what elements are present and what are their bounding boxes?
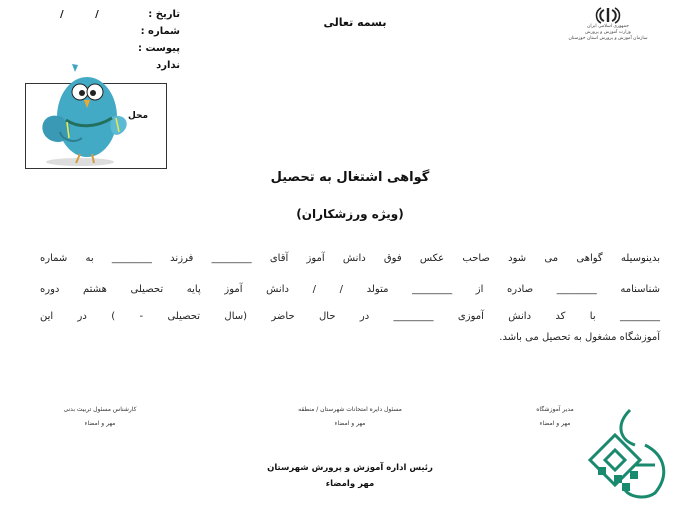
signature-stamp: مهر و امضاء — [334, 420, 366, 427]
date-row — [60, 6, 180, 23]
signature-title: مدیر آموزشگاه — [536, 406, 574, 413]
footer-stamp: مهر وامضاء — [325, 479, 375, 489]
date-label: تاریخ : — [148, 9, 180, 20]
attachment-label: پیوست : ندارد — [137, 43, 180, 71]
document-title: گواهی اشتغال به تحصیل — [270, 170, 430, 185]
signature-stamp: مهر و امضاء — [539, 420, 571, 427]
number-label: شماره : — [140, 26, 180, 37]
footer-signature — [200, 460, 500, 492]
signature-pe — [20, 403, 180, 431]
emblem-line-3: سازمان آموزش و پرورش استان خوزستان — [568, 36, 648, 41]
signature-stamp: مهر و امضاء — [84, 420, 116, 427]
signature-title: کارشناس مسئول تربیت بدنی — [63, 406, 137, 413]
ministry-emblem — [553, 6, 663, 42]
emblem-line-1: جمهوری اسلامی ایران — [587, 24, 629, 29]
document-subtitle: (ویژه ورزشکاران) — [296, 207, 404, 221]
photo-label: محل — [128, 111, 149, 121]
bismillah: بسمه تعالی — [323, 16, 387, 29]
site-logo-icon — [570, 405, 675, 504]
iran-emblem-icon — [595, 6, 621, 24]
paragraph-line-1: بدینوسیله گواهی می شود صاحب عکس فوق دانش آموز آقای ________ فرزند ________ به شماره — [40, 253, 660, 264]
signature-exams — [250, 403, 450, 431]
date-value: / / — [60, 9, 113, 20]
emblem-line-2: وزارت آموزش و پرورش — [585, 30, 631, 35]
paragraph-line-4: آموزشگاه مشغول به تحصیل می باشد. — [499, 332, 660, 343]
paragraph-line-3: ________ با کد دانش آموزی ________ در حال حاضر (سال تحصیلی - ) در این — [40, 311, 660, 322]
signature-title: مسئول دایره امتحانات شهرستان / منطقه — [298, 406, 402, 413]
footer-title: رئیس اداره آموزش و پرورش شهرستان — [267, 463, 433, 473]
paragraph-line-2: شناسنامه ________ صادره از ________ متولد / / دانش آموز پایه تحصیلی هشتم دوره — [40, 284, 660, 295]
